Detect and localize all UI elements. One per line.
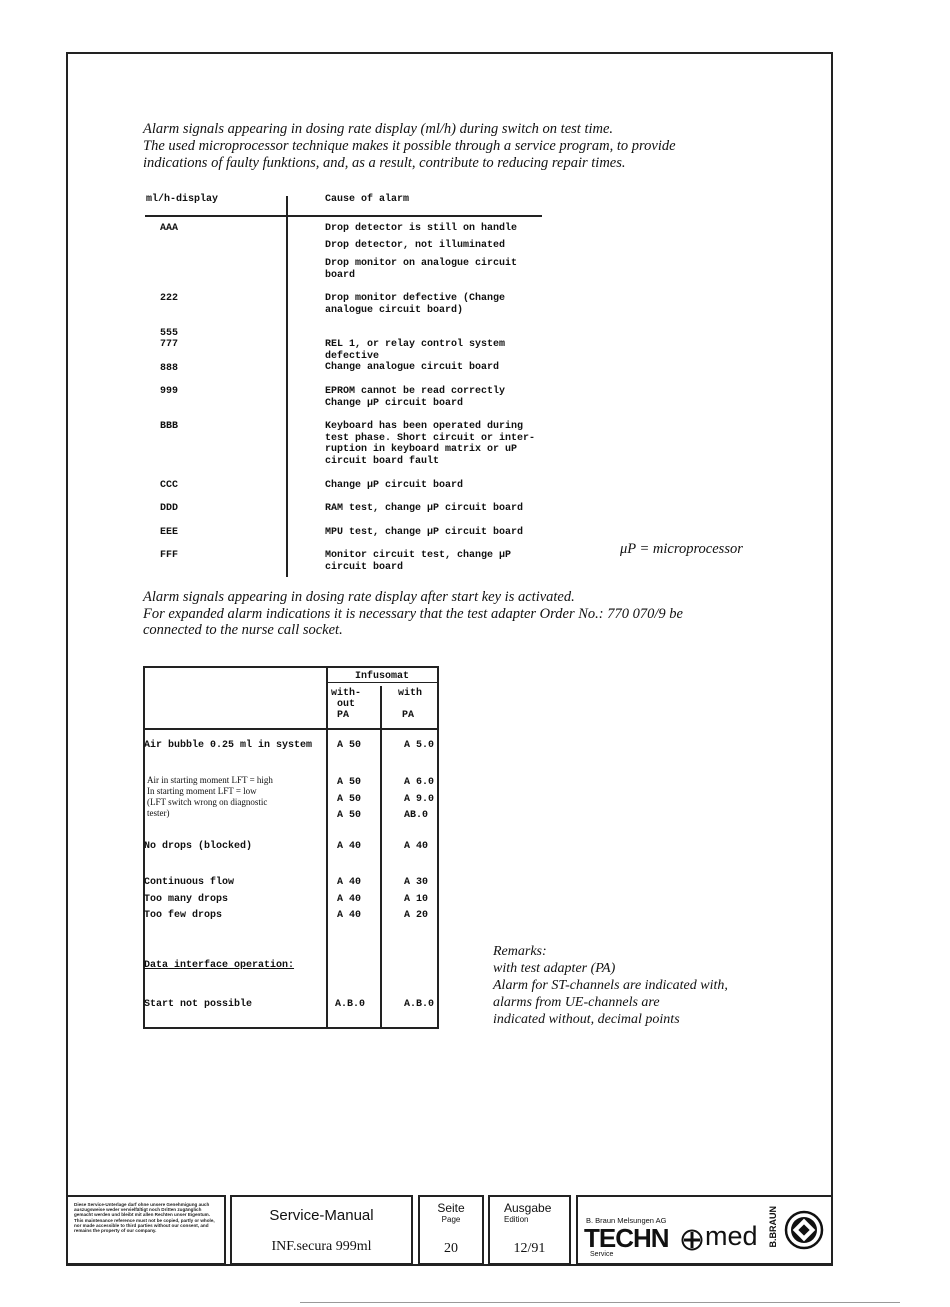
braun-emblem-icon (784, 1210, 824, 1250)
code-777: 777 (160, 339, 179, 350)
cause-bbb: Keyboard has been operated during test phase. Short circuit or inter- ruption in keyboard matrix or uP circuit board fault (325, 421, 536, 467)
col-header-with-pa: with PA (398, 688, 423, 721)
row-no-drops-label: No drops (blocked) (144, 841, 253, 852)
row-flow-without: A 40 A 40 A 40 (337, 877, 362, 921)
footer-brand-right: med (705, 1221, 758, 1251)
alarm-table-header-rule (145, 215, 542, 217)
footer-page-label-en: Page (441, 1215, 461, 1224)
row-air-bubble-with: A 5.0 (404, 740, 435, 751)
footer-page-value: 20 (444, 1241, 458, 1256)
cause-777: REL 1, or relay control system defective (325, 339, 506, 362)
middle-line-2: For expanded alarm indications it is necessary that the test adapter Order No.: 770 070/9 be (143, 605, 683, 622)
remarks-line-4: indicated without, decimal points (493, 1012, 680, 1027)
footer-edition-value: 12/91 (513, 1241, 546, 1256)
scan-line (300, 1302, 900, 1303)
cause-fff: Monitor circuit test, change μP circuit board (325, 550, 512, 573)
cause-ccc: Change μP circuit board (325, 480, 464, 491)
code-ccc: CCC (160, 480, 179, 491)
cause-aaa-3: Drop monitor on analogue circuit board (325, 258, 518, 281)
code-ddd: DDD (160, 503, 179, 514)
row-start-not-possible-label: Start not possible (144, 999, 253, 1010)
cause-999: EPROM cannot be read correctly Change μP circuit board (325, 386, 506, 409)
row-no-drops-with: A 40 (404, 841, 429, 852)
remarks (493, 943, 728, 1028)
footer-service-label: Service (590, 1251, 614, 1258)
remarks-line-3: alarms from UE-channels are (493, 995, 660, 1010)
intro-line-3: indications of faulty funktions, and, as a result, contribute to reducing repair times. (143, 155, 626, 171)
cause-eee: MPU test, change μP circuit board (325, 527, 524, 538)
intro-line-1: Alarm signals appearing in dosing rate display (ml/h) during switch on test time. (143, 121, 614, 137)
footer-manual-title: Service-Manual (269, 1207, 374, 1224)
microprocessor-note: μP = microprocessor (620, 541, 743, 557)
footer-page-box (418, 1195, 484, 1265)
footer-page-label-de: Seite (437, 1201, 465, 1215)
code-888: 888 (160, 363, 179, 374)
col-header-cause: Cause of alarm (325, 194, 410, 205)
remarks-line-1: with test adapter (PA) (493, 961, 616, 976)
row-start-not-possible-without: A.B.0 (335, 999, 366, 1010)
middle-text (143, 589, 683, 639)
code-222: 222 (160, 293, 179, 304)
footer-vertical-brand: B.BRAUN (768, 1206, 778, 1248)
intro-line-2: The used microprocessor technique makes it possible through a service program, to provide (143, 138, 676, 154)
footer-manual-box (230, 1195, 413, 1265)
cause-ddd: RAM test, change μP circuit board (325, 503, 524, 514)
footer-manual-subtitle: INF.secura 999ml (271, 1239, 372, 1254)
code-bbb: BBB (160, 421, 179, 432)
cause-aaa-2: Drop detector, not illuminated (325, 240, 506, 251)
intro-text (143, 121, 783, 172)
row-air-bubble-label: Air bubble 0.25 ml in system (144, 740, 313, 751)
row-flow-label: Continuous flow Too many drops Too few drops (144, 877, 235, 921)
footer-edition-label-de: Ausgabe (504, 1201, 552, 1215)
row-no-drops-without: A 40 (337, 841, 362, 852)
footer-edition-label-en: Edition (504, 1215, 529, 1224)
alarm-table-divider (286, 196, 288, 577)
footer-company-small: B. Braun Melsungen AG (586, 1216, 667, 1225)
middle-line-3: connected to the nurse call socket. (143, 622, 343, 638)
cause-222: Drop monitor defective (Change analogue circuit board) (325, 293, 506, 316)
footer-legal-text: Diese Service-Unterlage darf ohne unsere Genehmigung auch auszugsweise weder vervielfältigt noch Dritten zugänglich gemacht werden und bleibt mit allen Rechten unser Eigentum. This maintenance reference must not be copied, partly or whole, nor made accessible to third parties without our consent, and remains the property of our company. (74, 1202, 215, 1234)
footer-legal-box (66, 1195, 226, 1265)
remarks-title: Remarks: (493, 944, 547, 959)
row-air-starting-without: A 50 A 50 A 50 (337, 777, 362, 821)
infusomat-table (143, 666, 439, 1029)
infusomat-header: Infusomat (355, 671, 410, 682)
middle-line-1: Alarm signals appearing in dosing rate display after start key is activated. (143, 589, 575, 605)
cause-aaa-1: Drop detector is still on handle (325, 223, 518, 234)
row-flow-with: A 30 A 10 A 20 (404, 877, 429, 921)
cause-888: Change analogue circuit board (325, 362, 500, 373)
footer-logo-box (576, 1195, 833, 1265)
row-data-interface-label: Data interface operation: (144, 960, 295, 971)
remarks-line-2: Alarm for ST-channels are indicated with, (493, 978, 728, 993)
col-header-without-pa: with- out PA (331, 688, 362, 721)
code-555: 555 (160, 328, 179, 339)
row-start-not-possible-with: A.B.0 (404, 999, 435, 1010)
row-air-starting-with: A 6.0 A 9.0 AB.0 (404, 777, 435, 821)
col-header-display: ml/h-display (146, 194, 219, 205)
footer-brand-left: TECHN (584, 1223, 669, 1253)
code-aaa: AAA (160, 223, 179, 234)
code-999: 999 (160, 386, 179, 397)
row-air-bubble-without: A 50 (337, 740, 362, 751)
techno-cross-logo-icon (681, 1229, 703, 1251)
code-fff: FFF (160, 550, 179, 561)
row-air-starting-label: Air in starting moment LFT = high In starting moment LFT = low (LFT switch wrong on diagnostic tester) (147, 775, 273, 818)
footer-edition-box (488, 1195, 571, 1265)
code-eee: EEE (160, 527, 179, 538)
